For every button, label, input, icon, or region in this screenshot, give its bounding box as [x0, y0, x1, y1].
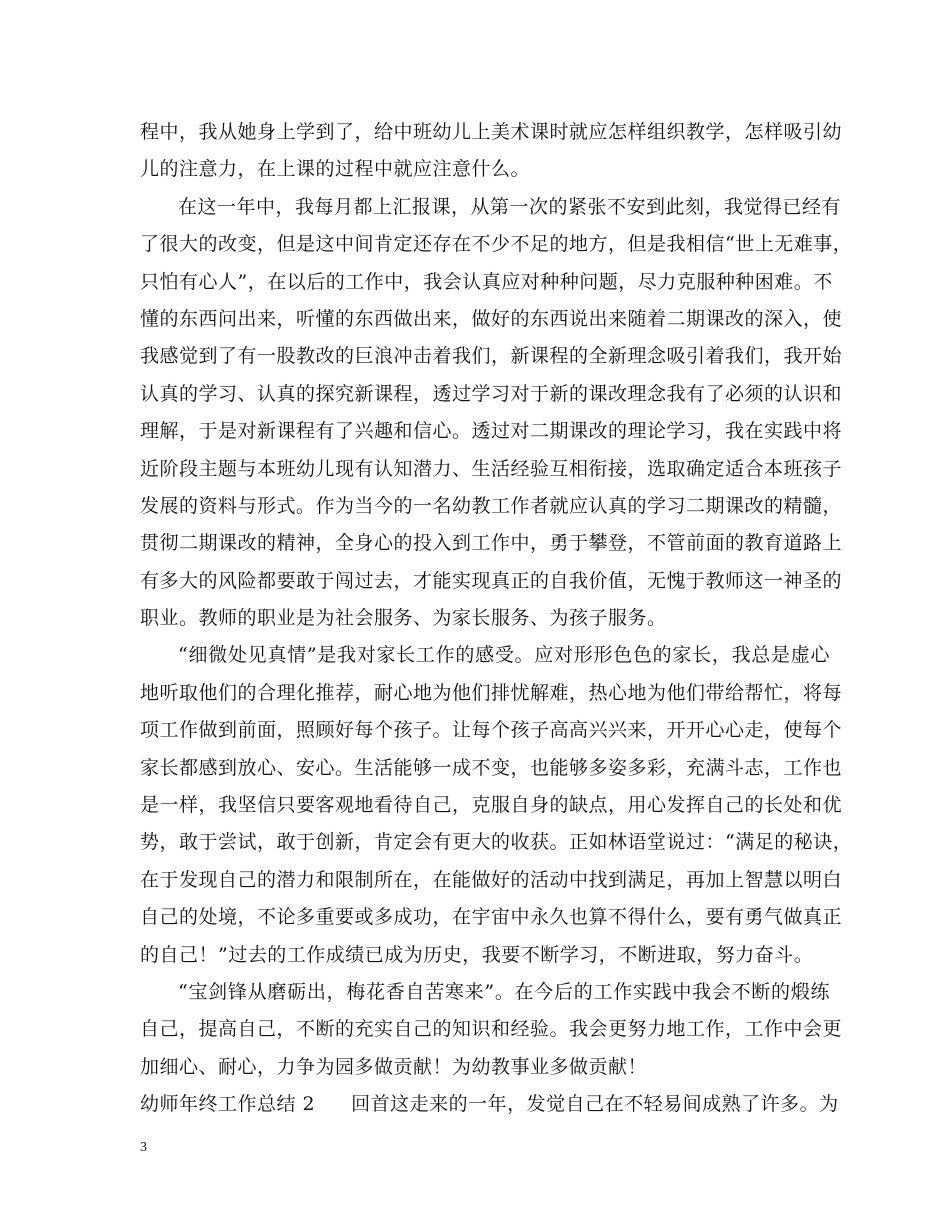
paragraph-line: 地听取他们的合理化推荐，耐心地为他们排忧解难，热心地为他们带给帮忙，将每	[140, 681, 843, 704]
paragraph-line: 自己，提高自己，不断的充实自己的知识和经验。我会更努力地工作，工作中会更	[140, 1018, 843, 1041]
paragraph-line: 程中，我从她身上学到了，给中班幼儿上美术课时就应怎样组织教学，怎样吸引幼	[140, 121, 843, 143]
section-heading-line	[140, 1086, 839, 1123]
paragraph-line: 加细心、耐心，力争为园多做贡献！为幼教事业多做贡献！	[140, 1055, 648, 1078]
paragraph-line: 理解，于是对新课程有了兴趣和信心。透过对二期课改的理论学习，我在实践中将	[140, 420, 843, 443]
paragraph-line: “细微处见真情”是我对家长工作的感受。应对形形色色的家长，我总是虚心	[178, 644, 830, 667]
paragraph-line: 势，敢于尝试，敢于创新，肯定会有更大的收获。正如林语堂说过：“满足的秘诀，	[140, 831, 853, 854]
paragraph-line: 是一样，我坚信只要客观地看待自己，克服自身的缺点，用心发挥自己的长处和优	[140, 794, 843, 817]
paragraph-line: 我感觉到了有一股教改的巨浪冲击着我们，新课程的全新理念吸引着我们，我开始	[140, 345, 843, 368]
paragraph-line: 自己的处境，不论多重要或多成功，在宇宙中永久也算不得什么，要有勇气做真正	[140, 906, 843, 929]
section-heading: 幼师年终工作总结 2	[140, 1093, 316, 1116]
paragraph-line: 认真的学习、认真的探究新课程，透过学习对于新的课改理念我有了必须的认识和	[140, 382, 843, 405]
paragraph-line: 在这一年中，我每月都上汇报课，从第一次的紧张不安到此刻，我觉得已经有	[178, 195, 842, 218]
paragraph-line: 在于发现自己的潜力和限制所在，在能做好的活动中找到满足，再加上智慧以明白	[140, 868, 843, 891]
paragraph-line: 懂的东西问出来，听懂的东西做出来，做好的东西说出来随着二期课改的深入，使	[140, 307, 843, 330]
paragraph-line: 近阶段主题与本班幼儿现有认知潜力、生活经验互相衔接，选取确定适合本班孩子	[140, 457, 843, 480]
paragraph-line: 只怕有心人”，在以后的工作中，我会认真应对种种问题，尽力克服种种困难。不	[140, 270, 833, 293]
paragraph-line: “宝剑锋从磨砺出，梅花香自苦寒来”。在今后的工作实践中我会不断的煅练	[178, 980, 830, 1003]
paragraph-line: 儿的注意力，在上课的过程中就应注意什么。	[140, 158, 531, 181]
section-first-sentence: 回首这走来的一年，发觉自己在不轻易间成熟了许多。为	[351, 1093, 839, 1116]
paragraph-line: 发展的资料与形式。作为当今的一名幼教工作者就应认真的学习二期课改的精髓，	[140, 494, 843, 517]
paragraph-line: 项工作做到前面，照顾好每个孩子。让每个孩子高高兴兴来，开开心心走，使每个	[140, 719, 843, 742]
paragraph-line: 家长都感到放心、安心。生活能够一成不变，也能够多姿多彩，充满斗志，工作也	[140, 756, 843, 779]
body-text	[140, 114, 853, 1124]
paragraph-line: 的自己！”过去的工作成绩已成为历史，我要不断学习，不断进取，努力奋斗。	[140, 943, 814, 966]
paragraph-line: 职业。教师的职业是为社会服务、为家长服务、为孩子服务。	[140, 607, 667, 630]
page-number: 3	[140, 1140, 147, 1155]
paragraph-line: 有多大的风险都要敢于闯过去，才能实现真正的自我价值，无愧于教师这一神圣的	[140, 569, 843, 592]
paragraph-line: 了很大的改变，但是这中间肯定还存在不少不足的地方，但是我相信“世上无难事，	[140, 233, 853, 256]
paragraph-line: 贯彻二期课改的精神，全身心的投入到工作中，勇于攀登，不管前面的教育道路上	[140, 532, 843, 555]
